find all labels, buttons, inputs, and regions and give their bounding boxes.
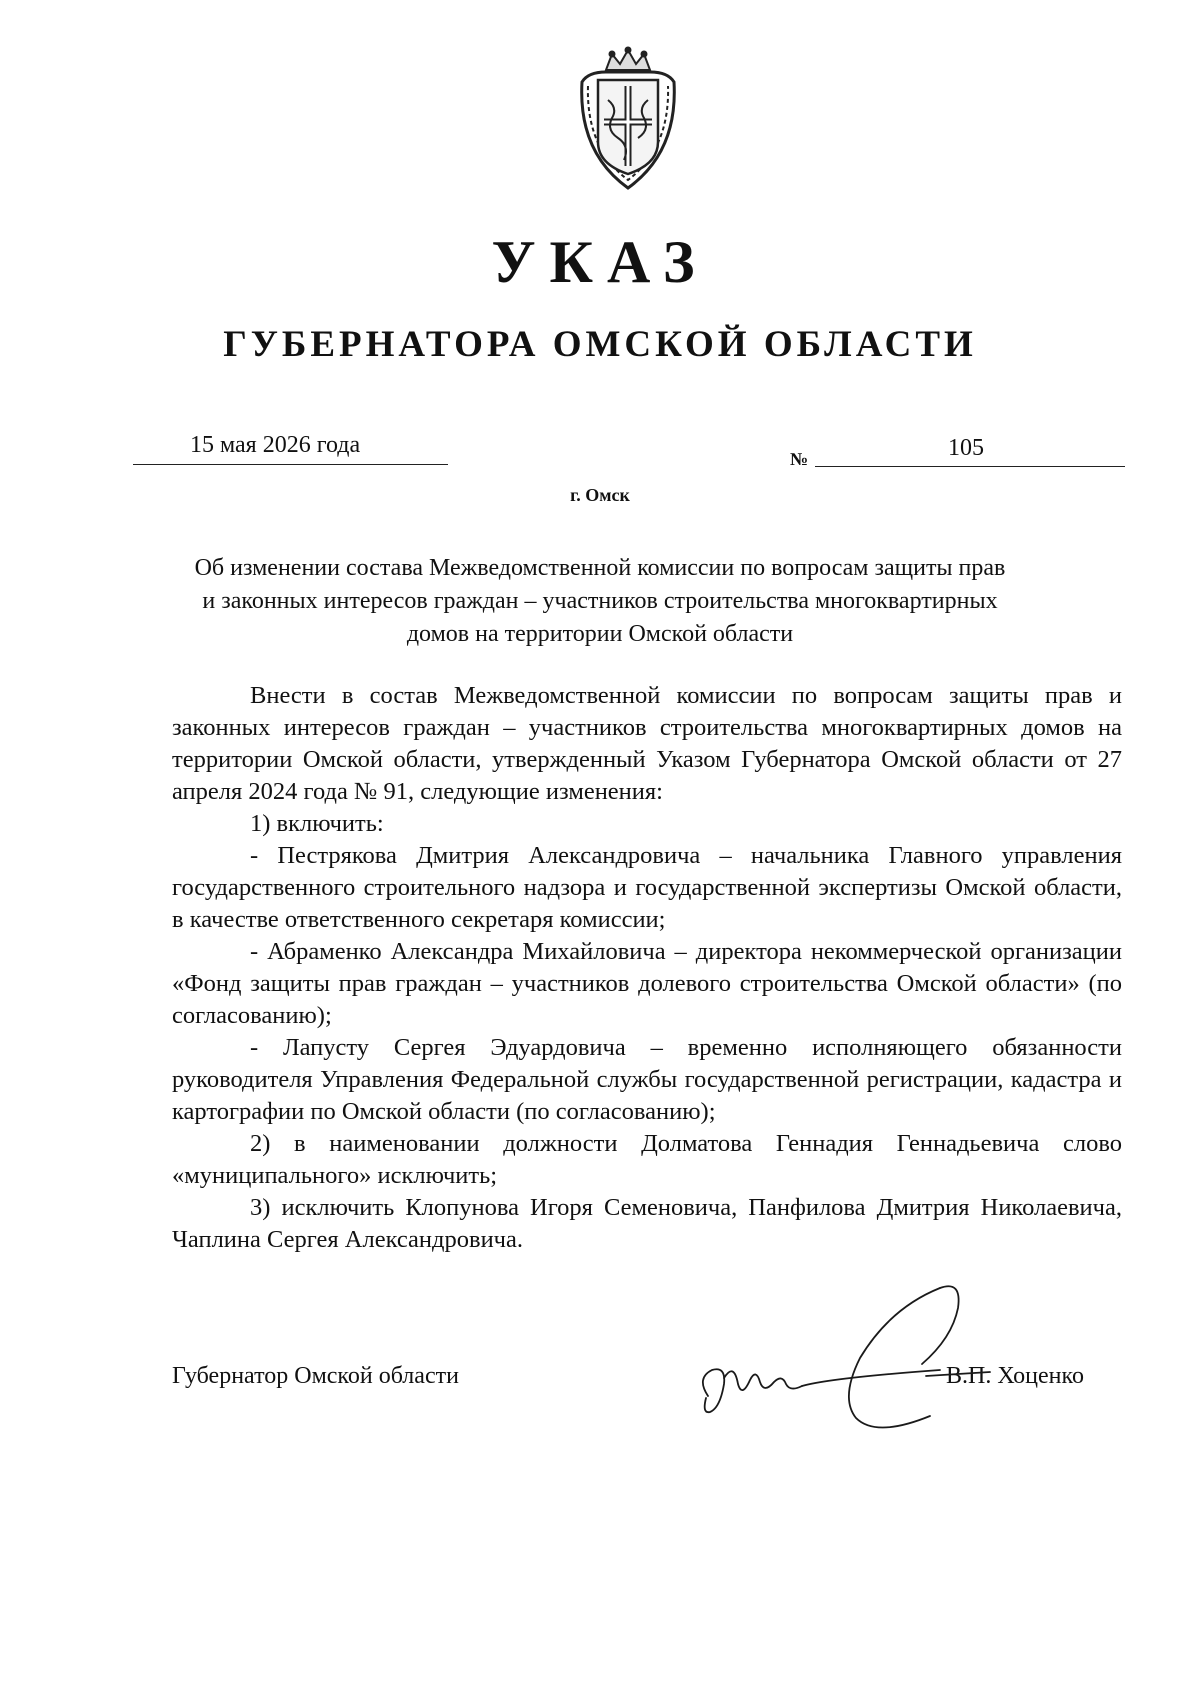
body-intro: Внести в состав Межведомственной комиссии по вопросам защиты прав и законных интересов граждан – участников строительства многоквартирных домов на территории Омской области, утвержденный Указом Губернатора Омской области от 27 апреля 2024 года № 91, следующие изменения: — [172, 682, 1122, 805]
document-title: УКАЗ — [491, 229, 709, 295]
signatory-position: Губернатор Омской области — [172, 1363, 459, 1389]
document-number: 105 — [948, 435, 984, 461]
body-item-1-a: - Пестрякова Дмитрия Александровича – начальника Главного управления государственного строительного надзора и государственной экспертизы Омской области, в качестве ответственного секретаря комиссии; — [172, 842, 1122, 933]
body-item-1-b: - Абраменко Александра Михайловича – директора некоммерческой организации «Фонд защиты прав граждан – участников долевого строительства Омской области» (по согласованию); — [172, 938, 1122, 1029]
body-item-3: 3) исключить Клопунова Игоря Семеновича, Панфилова Дмитрия Николаевича, Чаплина Сергея Александровича. — [172, 1194, 1122, 1253]
number-underline — [815, 466, 1125, 467]
date-underline — [133, 464, 448, 465]
document-city: г. Омск — [570, 485, 630, 505]
number-sign: № — [790, 449, 809, 469]
document-body — [172, 680, 1122, 1256]
document-date: 15 мая 2026 года — [190, 432, 361, 458]
body-item-1-c: - Лапусту Сергея Эдуардовича – временно исполняющего обязанности руководителя Управления Федеральной службы государственной регистрации, кадастра и картографии по Омской области (по согласованию); — [172, 1034, 1122, 1125]
body-item-1: 1) включить: — [250, 810, 384, 837]
handwritten-signature-icon — [690, 1268, 1020, 1448]
signatory-name: В.П. Хоценко — [946, 1363, 1084, 1389]
document-subtitle: ГУБЕРНАТОРА ОМСКОЙ ОБЛАСТИ — [223, 324, 977, 365]
body-item-2: 2) в наименовании должности Долматова Геннадия Геннадьевича слово «муниципального» исключить; — [172, 1130, 1122, 1189]
document-subject: Об изменении состава Межведомственной комиссии по вопросам защиты прав и законных интересов граждан – участников строительства многоквартирных домов на территории Омской области — [194, 555, 1006, 647]
coat-of-arms-icon — [568, 42, 688, 192]
